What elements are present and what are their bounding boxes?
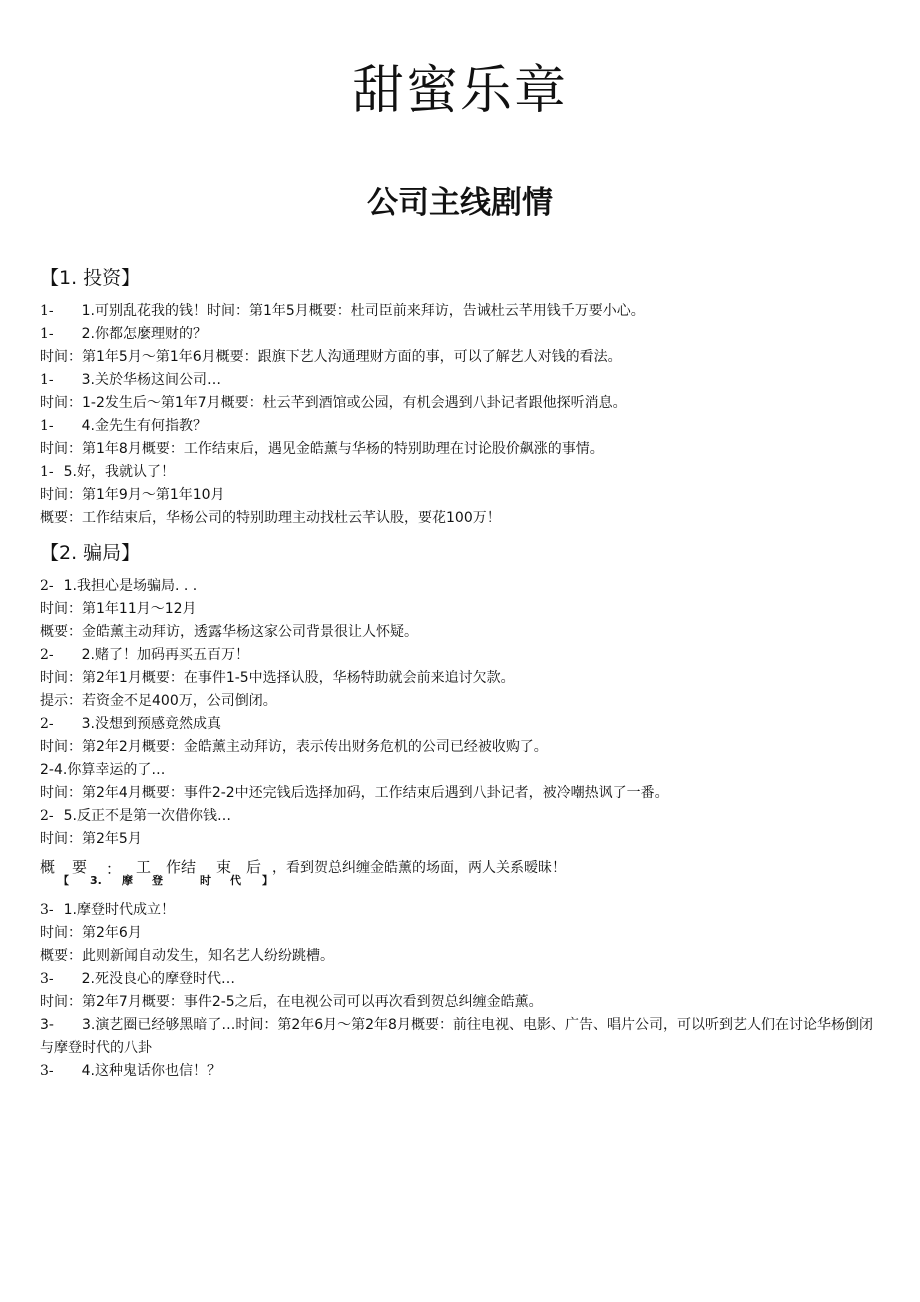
mixed-char: 【: [58, 874, 69, 887]
mixed-char: 后: [246, 858, 262, 876]
section-header: 【2. 骗局】: [40, 542, 141, 564]
event-line: 2-4.你算幸运的了…: [40, 762, 166, 778]
event-detail: 概要：工作结束后，华杨公司的特别助理主动找杜云芊认股，要花100万！: [40, 510, 501, 526]
event-line: 1- 3.关於华杨这间公司…: [40, 372, 221, 388]
mixed-rest-text: ，看到贺总纠缠金皓薰的场面，两人关系暧昧！: [272, 860, 566, 876]
event-line: 3- 4.这种鬼话你也信！？: [40, 1063, 221, 1079]
event-hint: 提示：若资金不足400万，公司倒闭。: [40, 693, 277, 709]
section-header: 【1. 投资】: [40, 267, 141, 289]
mixed-char: 】: [262, 874, 273, 887]
document-title: 甜蜜乐章: [351, 61, 568, 121]
section-scam: [40, 537, 890, 851]
event-line: 1- 1.可别乱花我的钱！时间：第1年5月概要：杜司臣前来拜访，告诫杜云芊用钱千万要小心。: [40, 303, 645, 319]
mixed-summary-line: [40, 856, 890, 890]
mixed-char: 代: [230, 874, 241, 887]
event-line: 1- 5.好，我就认了！: [40, 464, 175, 480]
section-investment: [40, 262, 890, 530]
event-detail: 概要：金皓薰主动拜访，透露华杨这家公司背景很让人怀疑。: [40, 624, 418, 640]
mixed-char: 3.: [90, 874, 102, 887]
event-detail: 时间：第2年5月: [40, 831, 142, 847]
event-detail: 时间：1-2发生后～第1年7月概要：杜云芊到酒馆或公园，有机会遇到八卦记者跟他探听消息。: [40, 395, 627, 411]
mixed-char: 概: [40, 858, 56, 876]
event-line: 2- 3.没想到预感竟然成真: [40, 716, 221, 732]
mixed-char: ：: [106, 860, 122, 878]
event-line: 1- 4.金先生有何指教？: [40, 418, 207, 434]
mixed-char: 要: [72, 858, 88, 876]
event-detail: 时间：第2年2月概要：金皓薰主动拜访，表示传出财务危机的公司已经被收购了。: [40, 739, 548, 755]
section-modern-times: [40, 899, 890, 1083]
document-subtitle: 公司主线剧情: [367, 185, 553, 221]
mixed-char: 摩: [122, 874, 133, 887]
event-detail: 时间：第1年11月～12月: [40, 601, 197, 617]
event-detail: 时间：第1年9月～第1年10月: [40, 487, 225, 503]
event-line: 3- 2.死没良心的摩登时代…: [40, 971, 235, 987]
event-line: 2- 1.我担心是场骗局. . .: [40, 578, 198, 594]
mixed-char: 时: [200, 874, 211, 887]
mixed-char: 作结: [166, 858, 197, 876]
event-line: 2- 2.赌了！加码再买五百万！: [40, 647, 249, 663]
event-line: 2- 5.反正不是第一次借你钱…: [40, 808, 231, 824]
event-line: 3- 1.摩登时代成立！: [40, 902, 175, 918]
mixed-char: 束: [216, 858, 232, 876]
event-detail: 时间：第1年5月～第1年6月概要：跟旗下艺人沟通理财方面的事，可以了解艺人对钱的看法。: [40, 349, 622, 365]
event-detail: 时间：第2年1月概要：在事件1-5中选择认股，华杨特助就会前来追讨欠款。: [40, 670, 515, 686]
event-detail: 时间：第2年6月: [40, 925, 142, 941]
mixed-char: 工: [136, 858, 152, 876]
event-detail: 时间：第2年4月概要：事件2-2中还完钱后选择加码，工作结束后遇到八卦记者，被冷嘲热讽了一番。: [40, 785, 669, 801]
event-detail: 时间：第2年7月概要：事件2-5之后，在电视公司可以再次看到贺总纠缠金皓薰。: [40, 994, 543, 1010]
event-line: 3- 3.演艺圈已经够黑暗了…时间：第2年6月～第2年8月概要：前往电视、电影、广告、唱片公司，可以听到艺人们在讨论华杨倒闭与摩登时代的八卦: [40, 1017, 873, 1056]
event-detail: 时间：第1年8月概要：工作结束后，遇见金皓薰与华杨的特别助理在讨论股价飙涨的事情。: [40, 441, 604, 457]
mixed-char: 登: [152, 874, 163, 887]
event-line: 1- 2.你都怎麼理财的？: [40, 326, 207, 342]
event-detail: 概要：此则新闻自动发生，知名艺人纷纷跳槽。: [40, 948, 334, 964]
